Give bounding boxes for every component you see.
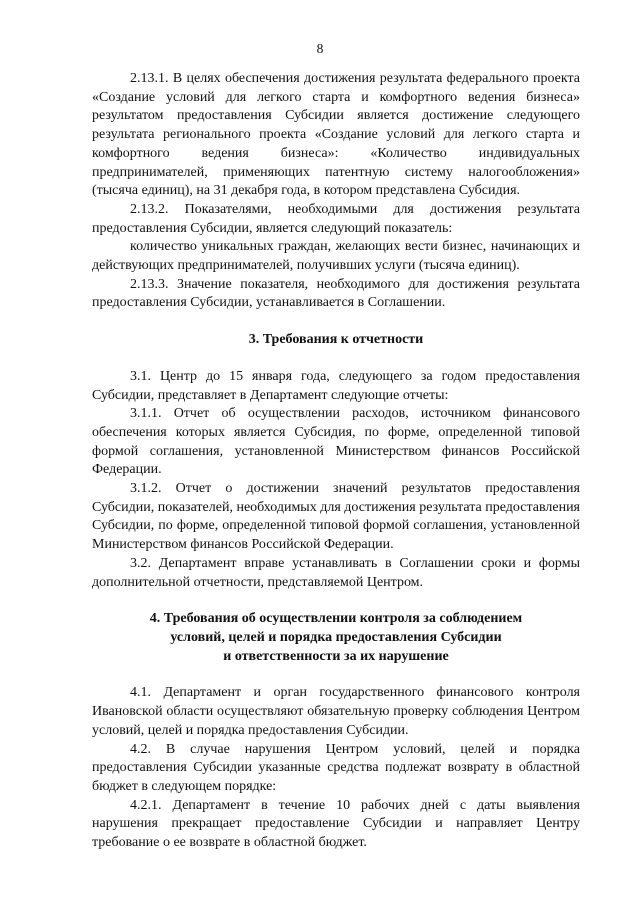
section-4-heading [92,610,580,666]
paragraph-4-1: 4.1. Департамент и орган государственного финансового контроля Ивановской области осуществляют обязательную проверку соблюдения Центром условий, целей и порядка предоставления Субсидии. [92,685,580,738]
paragraph-2-13-3: 2.13.3. Значение показателя, необходимого для достижения результата предоставления Субсидии, устанавливается в Соглашении. [92,276,580,311]
section-4-heading-line: 4. Требования об осуществлении контроля за соблюдением [149,611,523,627]
paragraph-2-13-2: 2.13.2. Показателями, необходимыми для достижения результата предоставления Субсидии, является следующий показатель: [92,201,580,236]
spacer [92,313,580,331]
spacer [92,592,580,610]
spacer [92,350,580,368]
section-3-heading: 3. Требования к отчетности [248,332,424,348]
paragraph-3-1-1: 3.1.1. Отчет об осуществлении расходов, источником финансового обеспечения которых является Субсидия, по форме, определенной типовой формой соглашения, установленной Министерством финансов Российской Федерации. [92,406,580,478]
paragraph-3-1-2: 3.1.2. Отчет о достижении значений результатов предоставления Субсидии, показателей, необходимых для достижения результата предоставления Субсидии, по форме, определенной типовой формой соглашения, установленной Министерством финансов Российской Федерации. [92,481,580,553]
section-4-heading-line: и ответственности за их нарушение [223,648,449,664]
paragraph-3-1: 3.1. Центр до 15 января года, следующего за годом предоставления Субсидии, представляет в Департамент следующие отчеты: [92,368,580,403]
document-body [92,70,580,853]
section-4-heading-line: условий, целей и порядка предоставления Субсидии [170,629,502,645]
paragraph-3-2: 3.2. Департамент вправе устанавливать в Соглашении сроки и формы дополнительной отчетности, представляемой Центром. [92,555,580,590]
paragraph-4-2: 4.2. В случае нарушения Центром условий, целей и порядка предоставления Субсидии указанные средства подлежат возврату в областной бюджет в следующем порядке: [92,741,580,794]
paragraph-2-13-1: 2.13.1. В целях обеспечения достижения результата федерального проекта «Создание условий для легкого старта и комфортного ведения бизнеса» результатом предоставления Субсидии является достижение следующего результата регионального проекта «Создание условий для легкого старта и комфортного ведения бизнеса»: «Количество индивидуальных предпринимателей, применяющих патентную систему налогообложения» (тысяча единиц), на 31 декабря года, в котором представлена Субсидия. [92,71,580,199]
paragraph-4-2-1: 4.2.1. Департамент в течение 10 рабочих дней с даты выявления нарушения прекращает предоставление Субсидии и направляет Центру требование о ее возврате в областной бюджет. [92,797,580,851]
page-number: 8 [316,41,324,56]
paragraph-indicator: количество уникальных граждан, желающих вести бизнес, начинающих и действующих предпринимателей, получивших услуги (тысяча единиц). [92,239,580,274]
spacer [92,666,580,684]
